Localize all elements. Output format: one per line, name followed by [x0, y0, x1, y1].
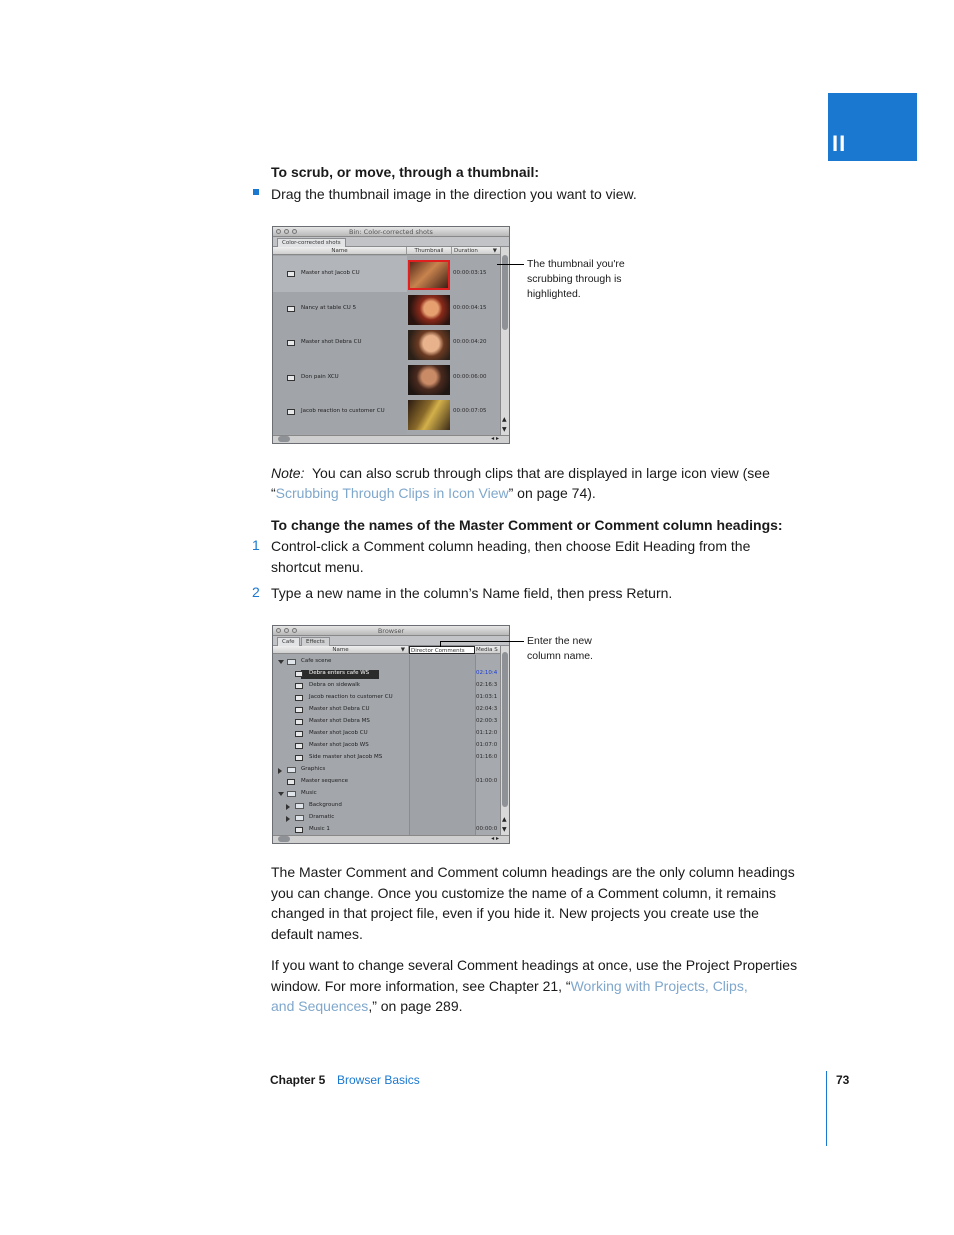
footer-chapter: Chapter 5 — [270, 1073, 326, 1087]
clip-icon — [287, 375, 295, 381]
clip-name: Master shot Jacob CU — [301, 270, 360, 276]
clip-icon — [295, 719, 303, 725]
quote-open: “ — [271, 485, 276, 501]
column-headings-paragraph — [271, 862, 795, 944]
folder-icon — [287, 791, 296, 797]
tab-color-corrected: Color-corrected shots — [277, 238, 346, 247]
clip-name: Nancy at table CU 5 — [301, 304, 357, 311]
paragraph-text: window. For more information, see Chapter 21, “ — [271, 977, 571, 994]
paragraph-line: The Master Comment and Comment column headings are the only column headings — [271, 864, 795, 880]
icon-view-link[interactable]: Scrubbing Through Clips in Icon View — [275, 485, 509, 501]
note-label: Note: — [271, 465, 305, 481]
folder-icon — [295, 803, 304, 809]
horizontal-scroll-knob — [278, 436, 290, 442]
clip-icon — [295, 731, 303, 737]
browser-title: Browser — [377, 627, 405, 635]
note-line-2 — [271, 483, 596, 504]
clip-icon — [287, 340, 295, 346]
thumbnail-image — [408, 295, 450, 325]
bin-name: Dramatic — [309, 814, 335, 820]
clip-duration: 00:00:04:20 — [453, 339, 487, 345]
clip-icon — [295, 827, 303, 833]
projects-clips-link-cont[interactable]: and Sequences — [271, 998, 369, 1014]
disclosure-open-icon — [278, 660, 284, 664]
clip-duration: 00:00:04:15 — [453, 304, 487, 311]
page-number: 73 — [836, 1073, 850, 1087]
folder-icon — [287, 659, 296, 665]
clip-name: Debra enters cafe WS — [309, 670, 370, 676]
bin-tabbar — [273, 237, 509, 247]
disclosure-open-icon — [278, 792, 284, 796]
paragraph-text: ,” on page 289. — [368, 998, 463, 1014]
bin-bottombar — [273, 435, 509, 443]
clip-name: Master sequence — [301, 778, 349, 784]
media-start-timecode: 01:03:1 — [476, 694, 498, 700]
col-media-start: Media S — [475, 646, 501, 654]
bin-name: Background — [309, 802, 342, 808]
clip-name: Jacob reaction to customer CU — [309, 694, 393, 700]
media-start-timecode: 02:04:3 — [476, 706, 498, 712]
scroll-down-arrow-icon: ▼ — [502, 826, 507, 833]
clip-name: Master shot Jacob WS — [309, 742, 369, 748]
clip-icon — [287, 306, 295, 312]
browser-bottombar — [273, 835, 509, 843]
part-tab-label: II — [832, 131, 847, 156]
paragraph-line — [271, 996, 797, 1017]
media-start-timecode: 02:16:3 — [476, 682, 498, 688]
step-line: Control-click a Comment column heading, then choose Edit Heading from the — [271, 538, 751, 554]
browser-window-screenshot — [272, 625, 510, 844]
bin-title: Bin: Color-corrected shots — [349, 228, 433, 236]
media-start-timecode: 01:16:0 — [476, 754, 498, 760]
col-name-label: Name — [332, 647, 349, 653]
disclosure-closed-icon — [278, 768, 282, 774]
sequence-icon — [287, 779, 295, 785]
step-2-text: Type a new name in the column’s Name field, then press Return. — [271, 585, 673, 601]
callout-line: The thumbnail you're — [527, 258, 625, 270]
col-thumbnail: Thumbnail — [407, 247, 452, 255]
callout-line: scrubbing through is — [527, 273, 622, 285]
clip-icon — [295, 743, 303, 749]
disclosure-closed-icon — [286, 804, 290, 810]
col-name — [273, 646, 409, 654]
folder-icon — [287, 767, 296, 773]
note-text-after: ” on page 74). — [508, 485, 596, 501]
projects-clips-link[interactable]: Working with Projects, Clips, — [570, 977, 748, 994]
callout-line: highlighted. — [527, 288, 581, 300]
disclosure-closed-icon — [286, 816, 290, 822]
footer-divider — [826, 1071, 827, 1146]
clip-name: Jacob reaction to customer CU — [301, 408, 385, 414]
scroll-up-arrow-icon: ▲ — [502, 816, 507, 823]
clip-name: Don pain XCU — [301, 373, 339, 380]
chevron-down-icon: ▼ — [400, 647, 405, 653]
tab-effects: Effects — [301, 637, 330, 646]
scrub-bullet-text: Drag the thumbnail image in the direction you want to view. — [271, 186, 637, 202]
thumbnail-image — [408, 365, 450, 395]
media-start-timecode: 00:00:0 — [476, 826, 498, 832]
callout-line: Enter the new — [527, 635, 592, 647]
paragraph-line — [271, 976, 797, 997]
clip-duration: 00:00:07:05 — [453, 408, 487, 414]
step-line: shortcut menu. — [271, 558, 364, 575]
col-duration-label: Duration — [454, 248, 478, 254]
column-name-callout — [527, 634, 593, 664]
clip-name: Master shot Debra CU — [301, 339, 362, 345]
rename-heading: To change the names of the Master Comment or Comment column headings: — [271, 517, 783, 533]
bin-titlebar — [273, 227, 509, 237]
clip-name: Master shot Debra CU — [309, 706, 370, 712]
scroll-arrows-icon: ◂ ▸ — [491, 835, 499, 842]
bin-name: Cafe scene — [301, 658, 332, 664]
clip-duration: 00:00:06:00 — [453, 373, 487, 380]
col-duration — [452, 247, 501, 255]
col-name: Name — [273, 247, 407, 255]
part-tab — [828, 93, 917, 161]
bin-name: Graphics — [301, 766, 326, 772]
paragraph-line: you can change. Once you customize the name of a Comment column, it remains — [271, 884, 777, 901]
scroll-down-arrow-icon: ▼ — [502, 426, 507, 433]
callout-leader-tick — [440, 641, 441, 647]
clip-icon — [287, 271, 295, 277]
bin-window-screenshot — [272, 226, 510, 444]
clip-name: Master shot Debra MS — [309, 718, 370, 724]
paragraph-line: default names. — [271, 925, 363, 942]
thumbnail-image — [408, 400, 450, 430]
paragraph-line: changed in that project file, even if you hide it. New projects you create use the — [271, 905, 759, 921]
thumbnail-callout — [527, 257, 625, 302]
col-director-comments: Director Comments — [409, 646, 475, 654]
browser-titlebar — [273, 626, 509, 636]
callout-leader-line — [440, 641, 524, 642]
clip-name: Debra on sidewalk — [309, 682, 360, 688]
scrollbar-thumb — [502, 652, 508, 807]
bin-name: Music — [301, 790, 317, 796]
comments-column-area — [409, 655, 476, 835]
step-number: 2 — [252, 584, 260, 600]
scroll-up-arrow-icon: ▲ — [502, 416, 507, 423]
step-1-text — [271, 536, 750, 577]
media-start-timecode: 02:00:3 — [476, 718, 498, 724]
project-properties-paragraph — [271, 955, 797, 1017]
note-text: You can also scrub through clips that are displayed in large icon view (see — [312, 465, 770, 481]
scroll-arrows-icon: ◂ ▸ — [491, 435, 499, 442]
horizontal-scroll-knob — [278, 836, 290, 842]
chevron-down-icon: ▼ — [492, 248, 497, 254]
clip-icon — [295, 683, 303, 689]
scrub-heading: To scrub, or move, through a thumbnail: — [271, 164, 540, 180]
clip-icon — [295, 695, 303, 701]
note-line-1 — [271, 463, 770, 484]
thumbnail-image-highlighted — [408, 260, 450, 290]
folder-icon — [295, 815, 304, 821]
clip-icon — [295, 707, 303, 713]
media-start-timecode: 01:07:0 — [476, 742, 498, 748]
thumbnail-image — [408, 330, 450, 360]
bullet-marker — [253, 189, 259, 195]
clip-icon — [295, 671, 303, 677]
scrollbar-thumb — [502, 255, 508, 330]
callout-leader-line — [497, 264, 524, 265]
media-start-timecode: 01:00:0 — [476, 778, 498, 784]
clip-icon — [287, 409, 295, 415]
tab-cafe: Cafe — [277, 637, 300, 646]
bin-scrollbar — [500, 247, 509, 435]
media-start-timecode: 01:12:0 — [476, 730, 498, 736]
browser-scrollbar — [500, 646, 509, 835]
clip-name: Side master shot Jacob MS — [309, 754, 383, 760]
clip-name: Music 1 — [309, 826, 330, 832]
clip-icon — [295, 755, 303, 761]
callout-line: column name. — [527, 650, 593, 662]
footer-chapter-link[interactable]: Browser Basics — [337, 1073, 420, 1087]
clip-name: Master shot Jacob CU — [309, 730, 368, 736]
step-number: 1 — [252, 537, 260, 553]
clip-duration: 00:00:03:15 — [453, 270, 487, 276]
media-start-timecode: 02:10:4 — [476, 670, 498, 676]
paragraph-line: If you want to change several Comment headings at once, use the Project Properties — [271, 957, 798, 973]
